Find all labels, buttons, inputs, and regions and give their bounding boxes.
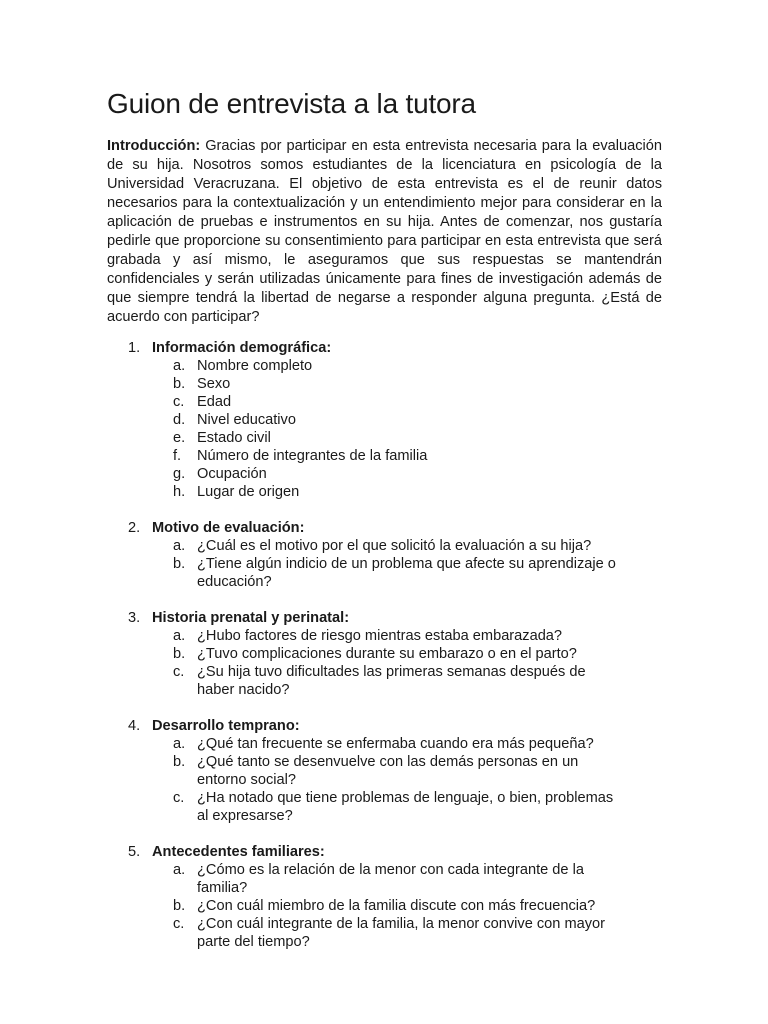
list-item — [152, 357, 617, 375]
item-text: ¿Hubo factores de riesgo mientras estaba embarazada? — [197, 628, 563, 644]
item-text: Ocupación — [197, 466, 267, 482]
list-item — [152, 627, 617, 645]
item-letter: b. — [173, 556, 186, 572]
item-letter: a. — [173, 862, 186, 878]
item-letter: a. — [173, 628, 186, 644]
intro-paragraph — [107, 137, 662, 327]
item-text: ¿Qué tan frecuente se enfermaba cuando era más pequeña? — [197, 736, 594, 752]
item-letter: d. — [173, 412, 186, 428]
section-2 — [107, 519, 662, 591]
list-item — [152, 663, 617, 699]
section-number: 3. — [128, 610, 141, 626]
item-letter: c. — [173, 916, 185, 932]
item-letter: c. — [173, 790, 185, 806]
item-letter: a. — [173, 538, 186, 554]
list-item — [152, 789, 617, 825]
item-letter: a. — [173, 736, 186, 752]
list-item — [152, 393, 617, 411]
item-letter: c. — [173, 394, 185, 410]
item-letter: b. — [173, 646, 186, 662]
list-item — [152, 447, 617, 465]
section-number: 5. — [128, 844, 141, 860]
item-letter: f. — [173, 448, 182, 464]
item-letter: c. — [173, 664, 185, 680]
page-title: Guion de entrevista a la tutora — [107, 88, 476, 119]
section-title: Motivo de evaluación: — [152, 520, 305, 536]
item-text: Estado civil — [197, 430, 271, 446]
item-letter: b. — [173, 754, 186, 770]
section-title: Desarrollo temprano: — [152, 718, 300, 734]
list-item — [152, 915, 617, 951]
section-4 — [107, 717, 662, 825]
item-text: Nombre completo — [197, 358, 313, 374]
item-text: Lugar de origen — [197, 484, 300, 500]
list-item — [152, 555, 617, 591]
item-text: ¿Con cuál miembro de la familia discute con más frecuencia? — [197, 898, 596, 914]
list-item — [152, 861, 617, 897]
list-item — [152, 483, 617, 501]
section-number: 4. — [128, 718, 141, 734]
list-item — [152, 897, 617, 915]
item-text: Sexo — [197, 376, 231, 392]
item-letter: b. — [173, 898, 186, 914]
section-number: 2. — [128, 520, 141, 536]
list-item — [152, 429, 617, 447]
list-item — [152, 375, 617, 393]
item-text: ¿Cuál es el motivo por el que solicitó la evaluación a su hija? — [197, 538, 592, 554]
item-text: ¿Con cuál integrante de la familia, la menor convive con mayor parte del tiempo? — [197, 916, 606, 950]
item-letter: e. — [173, 430, 186, 446]
list-item — [152, 537, 617, 555]
list-item — [152, 735, 617, 753]
list-item — [152, 465, 617, 483]
section-title: Información demográfica: — [152, 340, 332, 356]
section-items — [152, 627, 662, 699]
item-text: ¿Tuvo complicaciones durante su embarazo o en el parto? — [197, 646, 577, 662]
list-item — [152, 411, 617, 429]
item-letter: h. — [173, 484, 186, 500]
item-text: Nivel educativo — [197, 412, 296, 428]
section-1 — [107, 339, 662, 501]
item-letter: g. — [173, 466, 186, 482]
section-title: Antecedentes familiares: — [152, 844, 325, 860]
item-text: ¿Qué tanto se desenvuelve con las demás personas en un entorno social? — [197, 754, 579, 788]
section-items — [152, 735, 662, 825]
section-number: 1. — [128, 340, 141, 356]
item-text: Número de integrantes de la familia — [197, 448, 428, 464]
section-items — [152, 861, 662, 951]
section-title: Historia prenatal y perinatal: — [152, 610, 350, 626]
list-item — [152, 753, 617, 789]
item-text: ¿Cómo es la relación de la menor con cada integrante de la familia? — [197, 862, 584, 896]
section-items — [152, 537, 662, 591]
item-text: ¿Ha notado que tiene problemas de lenguaje, o bien, problemas al expresarse? — [197, 790, 614, 824]
item-text: ¿Tiene algún indicio de un problema que afecte su aprendizaje o educación? — [197, 556, 616, 590]
list-item — [152, 645, 617, 663]
item-letter: b. — [173, 376, 186, 392]
item-text: Edad — [197, 394, 232, 410]
item-text: ¿Su hija tuvo dificultades las primeras semanas después de haber nacido? — [197, 664, 586, 698]
section-items — [152, 357, 662, 501]
item-letter: a. — [173, 358, 186, 374]
intro-label: Introducción: — [107, 138, 201, 154]
section-5 — [107, 843, 662, 951]
section-3 — [107, 609, 662, 699]
intro-text: Gracias por participar en esta entrevista necesaria para la evaluación de su hija. Nosotros somos estudiantes de la licenciatura en psicología de la Universidad Veracruzana. El objetivo de esta entrevista es el de reunir datos necesarios para la contextualización y un entendimiento mejor para considerar en la aplicación de pruebas e instrumentos en su hija. Antes de comenzar, nos gustaría pedirle que proporcione su consentimiento para participar en esta entrevista que será grabada y así mismo, le aseguramos que sus respuestas se mantendrán confidenciales y serán utilizadas únicamente para fines de investigación además de que siempre tendrá la libertad de negarse a responder alguna pregunta. ¿Está de acuerdo con participar? — [107, 138, 662, 325]
question-sections — [107, 339, 662, 969]
